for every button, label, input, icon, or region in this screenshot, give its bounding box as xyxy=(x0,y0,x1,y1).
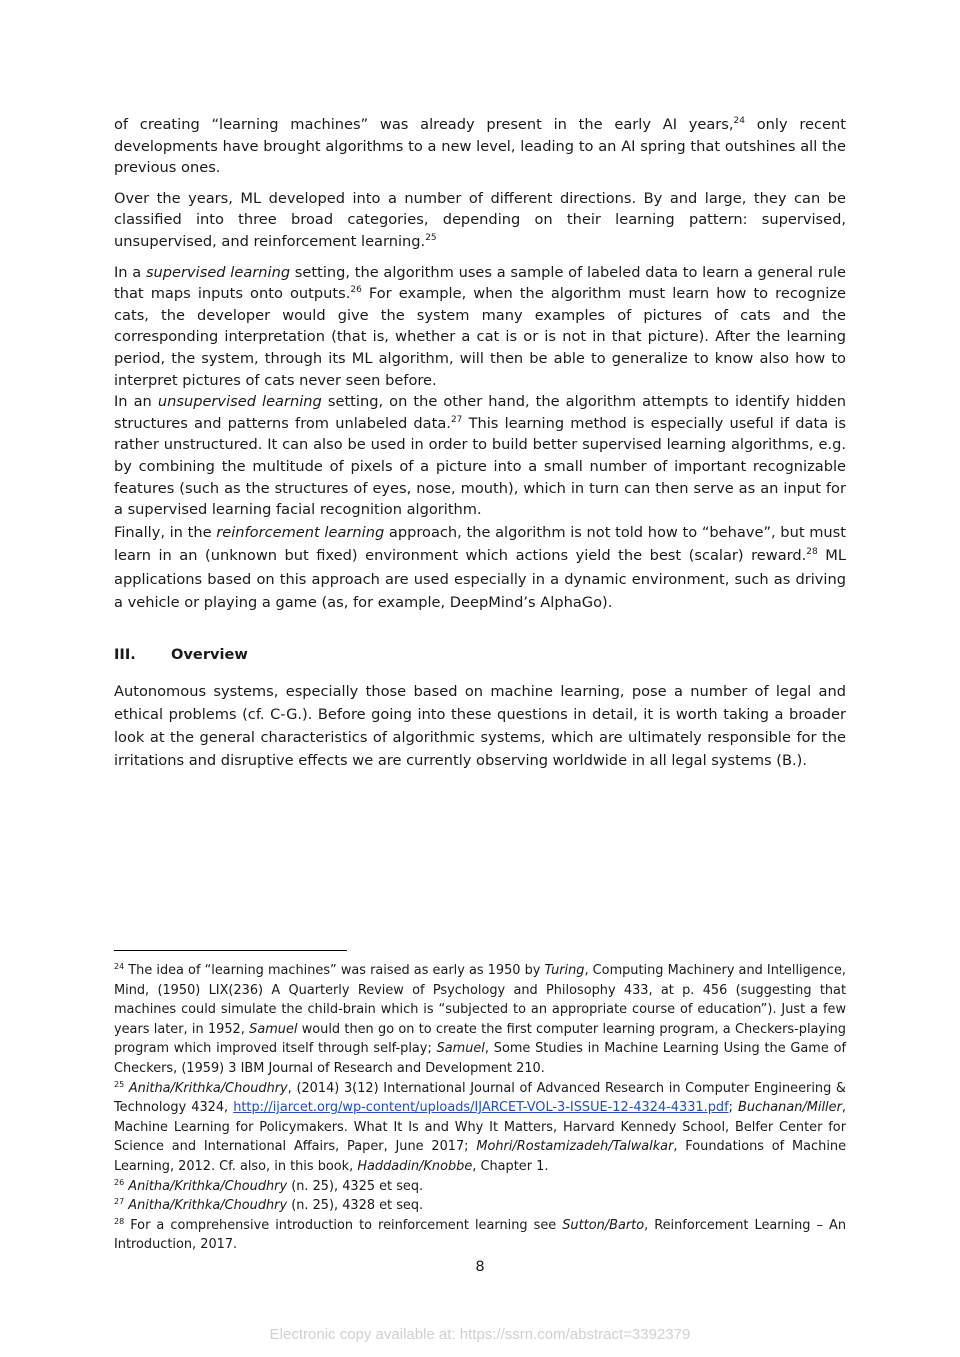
term-reinforcement-learning: reinforcement learning xyxy=(216,523,385,541)
footnote-27: $^{27}$ Anitha/Krithka/Choudhry (n. 25), 4328 et seq. xyxy=(114,1197,424,1214)
footnote-ref-28[interactable]: 28 xyxy=(806,547,818,558)
footnote-28: $^{28}$ For a comprehensive introduction to reinforcement learning see Sutton/Barto, Reinforcement Learning – An Introduction, 2017. xyxy=(114,1216,846,1253)
section-title: Overview xyxy=(171,646,248,663)
footnotes xyxy=(114,961,846,1255)
paragraph-supervised-learning: In a supervised learning setting, the algorithm uses a sample of labeled data to learn a general rule that maps inputs onto outputs.$^{26}$ For example, when the algorithm must learn how to recognize cats, the developer would give the system many examples of pictures of cats and the corresponding interpretation (that is, whether a cat is or is not in that picture). After the learning period, the system, through its ML algorithm, will then be able to generalize to know also how to interpret pictures of cats never seen before. xyxy=(114,263,846,389)
body-paragraphs xyxy=(114,114,846,615)
paragraph-unsupervised-learning: In an unsupervised learning setting, on the other hand, the algorithm attempts to identify hidden structures and patterns from unlabeled data.$^{27}$ This learning method is especially useful if data is rather unstructured. It can also be used in order to build better supervised learning algorithms, e.g. by combining the multitude of pixels of a picture into a small number of important recognizable features (such as the structures of eyes, nose, mouth), which in turn can then serve as an input for a supervised learning facial recognition algorithm. xyxy=(114,393,846,519)
overview-section xyxy=(114,680,846,772)
footnote-ref-27[interactable]: 27 xyxy=(450,414,463,425)
footnote-ref-25[interactable]: 25 xyxy=(425,232,437,243)
footnote-25: $^{25}$ Anitha/Krithka/Choudhry, (2014) 3(12) International Journal of Advanced Research in Computer Engineering & Technology 4324, http://ijarcet.org/wp-content/uploads/IJARCET-VOL-3-ISSUE-12-4324-4331.pdf; Buchanan/Miller, Machine Learning for Policymakers. What It Is and Why It Matters, Harvard Kennedy School, Belfer Center for Science and International Affairs, Paper, June 2017; Mohri/Rostamizadeh/Talwalkar, Foundations of Machine Learning, 2012. Cf. also, in this book, Haddadin/Knobbe, Chapter 1. xyxy=(114,1079,846,1174)
section-heading xyxy=(114,645,248,665)
footnote-24: $^{24}$ The idea of “learning machines” was raised as early as 1950 by Turing, Computing Machinery and Intelligence, Mind, (1950) LIX(236) A Quarterly Review of Psychology and Philosophy 433, at p. 456 (suggesting that machines could simulate the child-brain which is “subjected to an appropriate course of education”). Just a few years later, in 1952, Samuel would then go on to create the first computer learning program, a Checkers-playing program which improved itself through self-play; Samuel, Some Studies in Machine Learning Using the Game of Checkers, (1959) 3 IBM Journal of Research and Development 210. xyxy=(114,962,847,1076)
paragraph-ml-categories: Over the years, ML developed into a number of different directions. By and large, they can be classified into three broad categories, depending on their learning pattern: supervised, unsupervised, and reinforcement learning.$^{25}$ xyxy=(114,189,846,250)
ijarcet-link[interactable]: http://ijarcet.org/wp-content/uploads/IJARCET-VOL-3-ISSUE-12-4324-4331.pdf xyxy=(233,1100,729,1116)
paragraph-reinforcement-learning: Finally, in the reinforcement learning approach, the algorithm is not told how to “behave”, but must learn in an (unknown but fixed) environment which actions yield the best (scalar) reward.$^{28}$ ML applications based on this approach are used especially in a dynamic environment, such as driving a vehicle or playing a game (as, for example, DeepMind’s AlphaGo). xyxy=(114,523,846,612)
footnote-ref-26[interactable]: 26 xyxy=(350,285,362,296)
ssrn-watermark: Electronic copy available at: https://ssrn.com/abstract=3392379 xyxy=(269,1326,691,1343)
footnote-separator xyxy=(114,950,347,951)
term-unsupervised-learning: unsupervised learning xyxy=(157,393,322,411)
footnote-ref-24[interactable]: 24 xyxy=(733,116,745,126)
term-supervised-learning: supervised learning xyxy=(145,263,291,281)
paragraph-ai-spring: of creating “learning machines” was already present in the early AI years,$^{24}$ only recent developments have brought algorithms to a new level, leading to an AI spring that outshines all the previous ones. xyxy=(114,116,846,177)
footnote-26: $^{26}$ Anitha/Krithka/Choudhry (n. 25), 4325 et seq. xyxy=(114,1177,424,1194)
paragraph-overview: Autonomous systems, especially those based on machine learning, pose a number of legal and ethical problems (cf. C-G.). Before going into these questions in detail, it is worth taking a broader look at the general characteristics of algorithmic systems, which are ultimately responsible for the irritations and disruptive effects we are currently observing worldwide in all legal systems (B.). xyxy=(114,683,846,769)
section-number: III. xyxy=(114,646,136,663)
page-number: 8 xyxy=(475,1258,485,1275)
